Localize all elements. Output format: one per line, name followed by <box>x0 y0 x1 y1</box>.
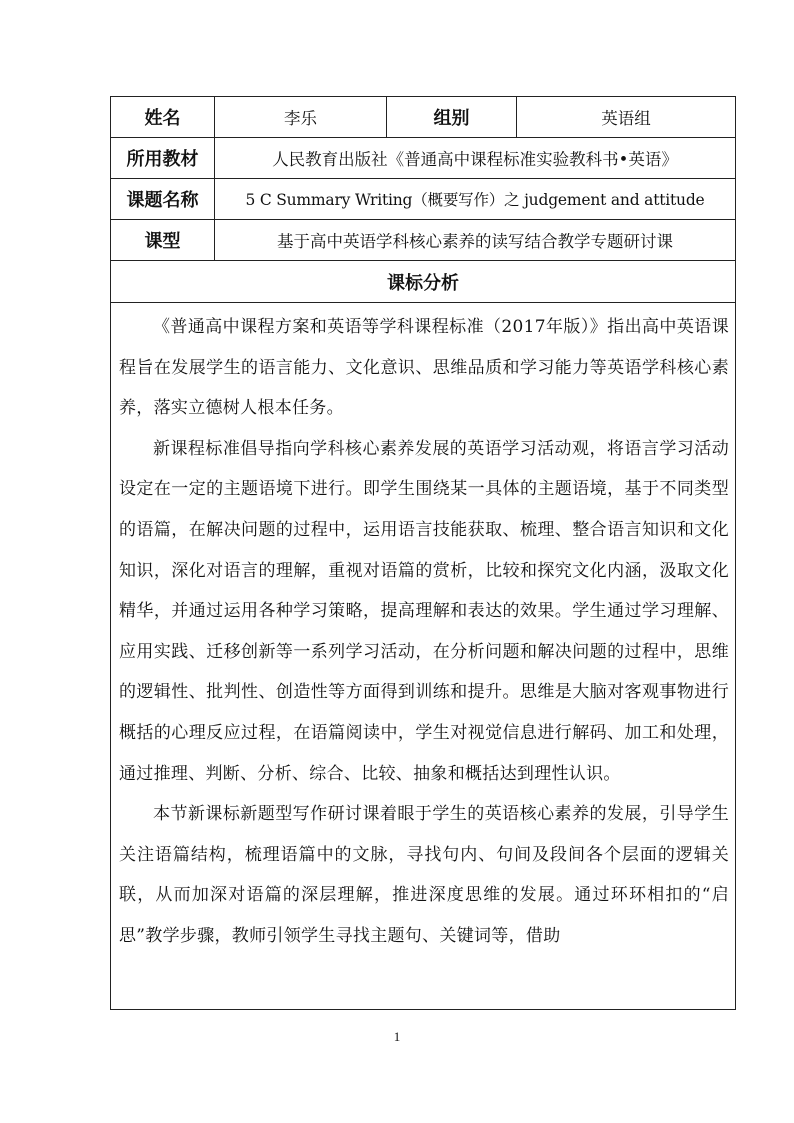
analysis-title: 课标分析 <box>111 261 736 303</box>
name-group-row <box>111 97 736 138</box>
name-value: 李乐 <box>215 97 387 138</box>
topic-row <box>111 179 736 220</box>
textbook-value: 人民教育出版社《普通高中课程标准实验教科书•英语》 <box>215 138 736 179</box>
analysis-paragraph-2: 新课程标准倡导指向学科核心素养发展的英语学习活动观，将语言学习活动设定在一定的主题语境下进行。即学生围绕某一具体的主题语境，基于不同类型的语篇，在解决问题的过程中，运用语言技能获取、梳理、整合语言知识和文化知识，深化对语言的理解，重视对语篇的赏析，比较和探究文化内涵，汲取文化精华，并通过运用各种学习策略，提高理解和表达的效果。学生通过学习理解、应用实践、迁移创新等一系列学习活动，在分析问题和解决问题的过程中，思维的逻辑性、批判性、创造性等方面得到训练和提升。思维是大脑对客观事物进行概括的心理反应过程，在语篇阅读中，学生对视觉信息进行解码、加工和处理，通过推理、判断、分析、综合、比较、抽象和概括达到理性认识。 <box>119 438 729 784</box>
analysis-paragraph-1: 《普通高中课程方案和英语等学科课程标准（2017年版）》指出高中英语课程旨在发展学生的语言能力、文化意识、思维品质和学习能力等英语学科核心素养，落实立德树人根本任务。 <box>119 317 729 419</box>
analysis-title-row <box>111 261 736 303</box>
type-label: 课型 <box>111 220 215 261</box>
analysis-paragraph-3: 本节新课标新题型写作研讨课着眼于学生的英语核心素养的发展，引导学生关注语篇结构，梳理语篇中的文脉，寻找句内、句间及段间各个层面的逻辑关联，从而加深对语篇的深层理解，推进深度思维的发展。通过环环相扣的“启思”教学步骤，教师引领学生寻找主题句、关键词等，借助 <box>119 804 729 946</box>
topic-value: 5 C Summary Writing（概要写作）之 judgement and attitude <box>215 179 736 220</box>
textbook-label: 所用教材 <box>111 138 215 179</box>
type-row <box>111 220 736 261</box>
topic-label: 课题名称 <box>111 179 215 220</box>
textbook-row <box>111 138 736 179</box>
analysis-body-row <box>111 303 736 1010</box>
type-value: 基于高中英语学科核心素养的读写结合教学专题研讨课 <box>215 220 736 261</box>
name-label: 姓名 <box>111 97 215 138</box>
page-number: 1 <box>393 1029 401 1044</box>
analysis-body <box>111 303 736 1010</box>
group-label: 组别 <box>387 97 517 138</box>
group-value: 英语组 <box>517 97 736 138</box>
lesson-info-table <box>110 96 736 1010</box>
